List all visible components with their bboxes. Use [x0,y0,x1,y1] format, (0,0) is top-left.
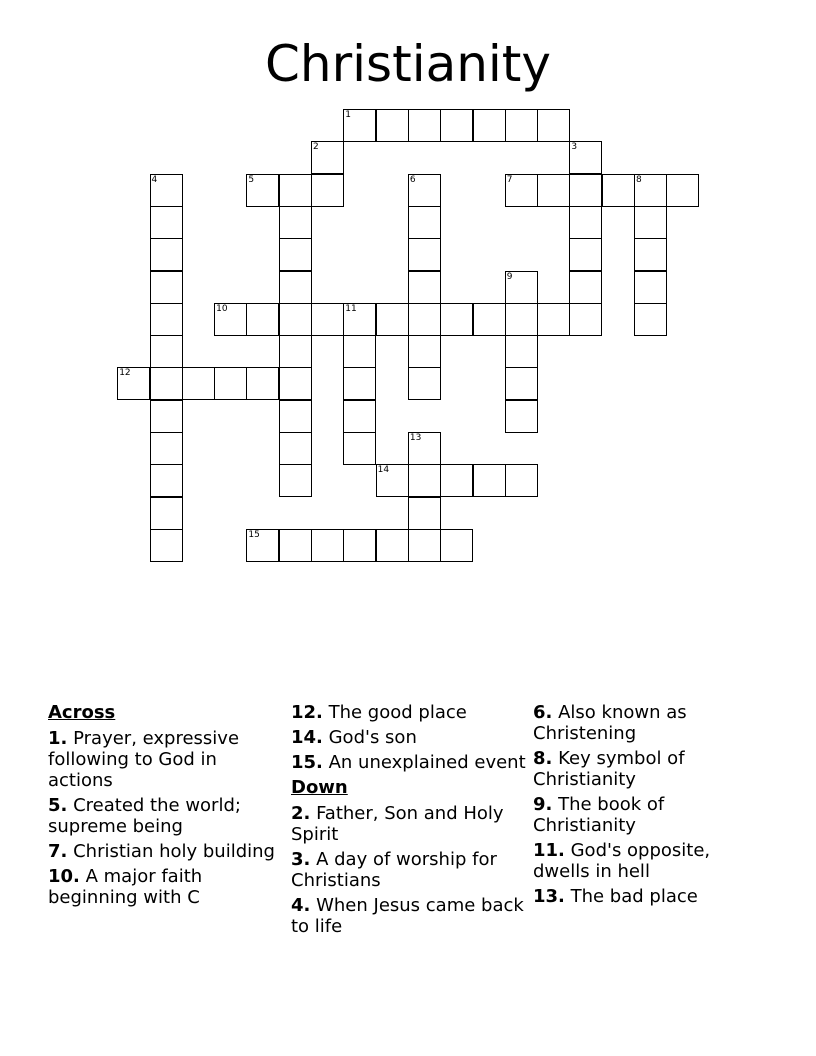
clue-number-label: 8 [636,174,642,185]
clue-number-label: 12 [119,368,131,379]
clue-number-label: 3 [571,142,578,153]
clue-number-label: 10 [216,303,228,314]
crossword-cell[interactable] [408,303,441,336]
crossword-cell[interactable] [537,174,570,207]
crossword-cell[interactable] [343,367,376,400]
crossword-cell[interactable] [505,109,538,142]
crossword-cell[interactable] [150,367,183,400]
crossword-cell[interactable] [408,109,441,142]
clue-column-3 [533,702,769,911]
crossword-cell[interactable] [279,367,312,400]
clue-text: God's son [322,727,417,748]
clue-number-label: 2 [313,142,319,153]
clue-number-label: 6 [409,174,416,185]
crossword-cell[interactable] [634,206,667,239]
clue-text: Christian holy building [67,841,275,862]
crossword-cell[interactable] [408,367,441,400]
crossword-cell[interactable] [569,141,602,174]
crossword-cell[interactable] [602,174,635,207]
clue-number-label: 15 [248,529,260,540]
crossword-cell[interactable] [246,367,279,400]
clue-number: 13. [533,886,565,907]
clue-number: 3. [291,849,311,870]
crossword-cell[interactable] [408,271,441,304]
crossword-cell[interactable] [569,174,602,207]
crossword-cell[interactable] [214,367,247,400]
crossword-cell[interactable] [311,303,344,336]
clue-across-1[interactable] [48,728,284,791]
clue-number-label: 9 [506,271,513,282]
clue-text: A day of worship for Christians [291,849,497,891]
down-header: Down [291,777,348,798]
crossword-cell[interactable] [279,238,312,271]
crossword-cell[interactable] [150,303,183,336]
clue-number: 4. [291,895,311,916]
crossword-cell[interactable] [246,303,279,336]
clue-across-5[interactable] [48,795,284,837]
crossword-cell[interactable] [376,303,409,336]
crossword-cell[interactable] [440,109,473,142]
clue-number-label: 13 [409,433,422,443]
crossword-cell[interactable] [408,529,441,562]
crossword-cell[interactable] [376,109,409,142]
clue-number-label: 14 [377,465,390,476]
crossword-cell[interactable] [279,464,312,497]
crossword-cell[interactable] [537,303,570,336]
clue-number: 1. [48,728,68,749]
crossword-cell[interactable] [279,400,312,433]
clue-text: The book of Christianity [533,794,665,836]
clue-down-11[interactable] [533,840,769,882]
clue-number: 5. [48,795,68,816]
clue-down-3[interactable] [291,849,527,891]
crossword-cell[interactable] [343,303,376,336]
clue-number-label: 1 [345,110,352,120]
crossword-cell[interactable] [473,303,506,336]
crossword-cell[interactable] [246,529,279,562]
crossword-cell[interactable] [150,174,183,207]
crossword-cell[interactable] [150,206,183,239]
crossword-cell[interactable] [505,400,538,433]
clue-text: The bad place [564,886,698,907]
crossword-cell[interactable] [634,303,667,336]
crossword-cell[interactable] [279,174,312,207]
crossword-cell[interactable] [150,464,183,497]
crossword-cell[interactable] [279,529,312,562]
crossword-cell[interactable] [473,109,506,142]
crossword-cell[interactable] [634,271,667,304]
crossword-cell[interactable] [505,303,538,336]
clue-number-label: 5 [248,174,255,185]
crossword-cell[interactable] [569,271,602,304]
clue-number: 7. [48,841,68,862]
clue-down-6[interactable] [533,702,769,744]
crossword-cell[interactable] [408,174,441,207]
crossword-cell[interactable] [343,529,376,562]
crossword-cell[interactable] [440,464,473,497]
clue-text: Key symbol of Christianity [533,748,685,790]
crossword-cell[interactable] [343,109,376,142]
crossword-cell[interactable] [182,367,215,400]
crossword-cell[interactable] [343,432,376,465]
clue-down-4[interactable] [291,895,527,937]
crossword-cell[interactable] [505,464,538,497]
clue-number: 6. [533,702,553,723]
crossword-cell[interactable] [376,464,409,497]
clue-text: God's opposite, dwells in hell [533,840,711,882]
clue-number: 2. [291,803,311,824]
clue-number-label: 4 [151,174,158,185]
crossword-cell[interactable] [634,174,667,207]
clue-number: 8. [533,748,553,769]
crossword-cell[interactable] [408,497,441,530]
crossword-cell[interactable] [408,335,441,368]
clue-across-7[interactable] [48,841,284,862]
crossword-cell[interactable] [634,238,667,271]
crossword-cell[interactable] [150,238,183,271]
crossword-cell[interactable] [505,174,538,207]
clue-across-14[interactable] [291,727,527,748]
clue-across-12[interactable] [291,702,527,723]
crossword-cell[interactable] [376,529,409,562]
crossword-cell[interactable] [279,271,312,304]
clue-text: When Jesus came back to life [291,895,524,937]
crossword-cell[interactable] [440,529,473,562]
crossword-cell[interactable] [246,174,279,207]
crossword-cell[interactable] [666,174,699,207]
crossword-cell[interactable] [150,271,183,304]
clue-number: 15. [291,752,323,773]
clue-text: Prayer, expressive following to God in actions [48,728,240,791]
crossword-cell[interactable] [311,141,344,174]
clue-text: Father, Son and Holy Spirit [291,803,504,845]
crossword-cell[interactable] [279,432,312,465]
clue-number: 10. [48,866,80,887]
clue-text: Also known as Christening [533,702,687,744]
page-title: Christianity [264,35,551,93]
crossword-cell[interactable] [569,206,602,239]
clue-down-9[interactable] [533,794,769,836]
crossword-cell[interactable] [150,497,183,530]
crossword-cell[interactable] [117,367,150,400]
clue-text: The good place [322,702,467,723]
clue-down-8[interactable] [533,748,769,790]
clue-text: A major faith beginning with C [48,866,203,908]
clue-number-label: 7 [506,174,513,185]
clue-down-13[interactable] [533,886,769,907]
clue-text: Created the world; supreme being [48,795,241,837]
clue-across-15[interactable] [291,752,527,773]
crossword-cell[interactable] [569,238,602,271]
crossword-cell[interactable] [214,303,247,336]
clue-down-2[interactable] [291,803,527,845]
crossword-cell[interactable] [150,400,183,433]
clue-across-10[interactable] [48,866,284,908]
crossword-cell[interactable] [150,529,183,562]
crossword-cell[interactable] [343,400,376,433]
crossword-cell[interactable] [150,432,183,465]
across-header: Across [48,702,116,723]
clue-text: An unexplained event [322,752,526,773]
crossword-cell[interactable] [569,303,602,336]
crossword-cell[interactable] [440,303,473,336]
crossword-cell[interactable] [473,464,506,497]
crossword-cell[interactable] [505,367,538,400]
clue-number: 14. [291,727,323,748]
crossword-cell[interactable] [279,303,312,336]
crossword-cell[interactable] [408,238,441,271]
clue-number: 9. [533,794,553,815]
crossword-cell[interactable] [505,335,538,368]
crossword-cell[interactable] [408,206,441,239]
crossword-cell[interactable] [279,335,312,368]
crossword-cell[interactable] [505,271,538,304]
clue-number: 12. [291,702,323,723]
crossword-cell[interactable] [343,335,376,368]
crossword-cell[interactable] [408,432,441,465]
crossword-cell[interactable] [279,206,312,239]
crossword-cell[interactable] [311,174,344,207]
clue-column-1 [48,702,284,912]
crossword-cell[interactable] [311,529,344,562]
clue-number: 11. [533,840,565,861]
clue-number-label: 11 [345,303,357,314]
clue-column-2 [291,702,527,941]
crossword-cell[interactable] [150,335,183,368]
crossword-cell[interactable] [408,464,441,497]
crossword-cell[interactable] [537,109,570,142]
